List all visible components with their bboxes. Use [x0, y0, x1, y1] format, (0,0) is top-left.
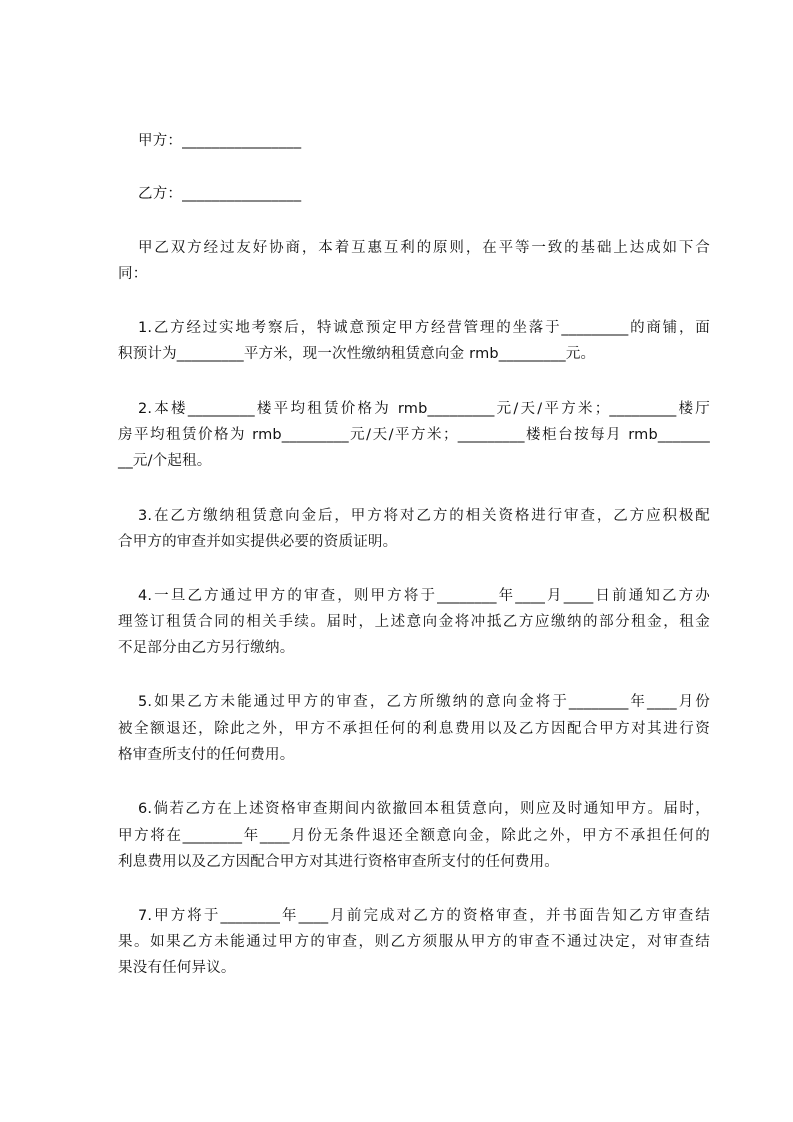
paragraph-line: __元/个起租。 [118, 453, 212, 469]
paragraph-line: 6.倘若乙方在上述资格审查期间内欲撤回本租赁意向，则应及时通知甲方。届时， [138, 801, 710, 817]
paragraph-line: 格审查所支付的任何费用。 [118, 747, 295, 763]
paragraph-line: 3.在乙方缴纳租赁意向金后，甲方将对乙方的相关资格进行审查，乙方应积极配 [138, 508, 710, 524]
paragraph-line: 甲方将在________年____月份无条件退还全额意向金，除此之外，甲方不承担任何的 [118, 828, 710, 844]
paragraph-line: 理签订租赁合同的相关手续。届时，上述意向金将冲抵乙方应缴纳的部分租金，租金 [118, 614, 710, 630]
paragraph-line: 甲乙双方经过友好协商，本着互惠互利的原则，在平等一致的基础上达成如下合 [138, 240, 710, 256]
paragraph-line: 合甲方的审查并如实提供必要的资质证明。 [118, 534, 398, 550]
paragraph-line: 利息费用以及乙方因配合甲方对其进行资格审查所支付的任何费用。 [118, 854, 559, 870]
paragraph-line: 被全额退还，除此之外，甲方不承担任何的利息费用以及乙方因配合甲方对其进行资 [118, 721, 710, 737]
paragraph-line: 房平均租赁价格为 rmb_________元/天/平方米；_________楼柜台按每月 rmb_______ [118, 427, 710, 443]
paragraph-line: 果没有任何异议。 [118, 960, 236, 976]
paragraph-line: 同： [118, 266, 148, 282]
paragraph-line: 4.一旦乙方通过甲方的审查，则甲方将于________年____月____日前通知乙方办 [138, 588, 710, 604]
paragraph-line: 7.甲方将于________年____月前完成对乙方的资格审查，并书面告知乙方审查结 [138, 908, 710, 924]
paragraph-line: 不足部分由乙方另行缴纳。 [118, 640, 295, 656]
party-b-line: 乙方：________________ [138, 186, 302, 202]
paragraph-line: 1.乙方经过实地考察后，特诚意预定甲方经营管理的坐落于_________的商铺，面 [138, 320, 710, 336]
paragraph-line: 2.本楼_________楼平均租赁价格为 rmb_________元/天/平方米；_________楼厅 [138, 401, 710, 417]
paragraph-line: 5.如果乙方未能通过甲方的审查，乙方所缴纳的意向金将于________年____月份 [138, 694, 710, 710]
paragraph-line: 果。如果乙方未能通过甲方的审查，则乙方须服从甲方的审查不通过决定，对审查结 [118, 934, 710, 950]
party-a-line: 甲方：________________ [138, 133, 302, 149]
paragraph-line: 积预计为_________平方米，现一次性缴纳租赁意向金 rmb_________元。 [118, 346, 596, 362]
